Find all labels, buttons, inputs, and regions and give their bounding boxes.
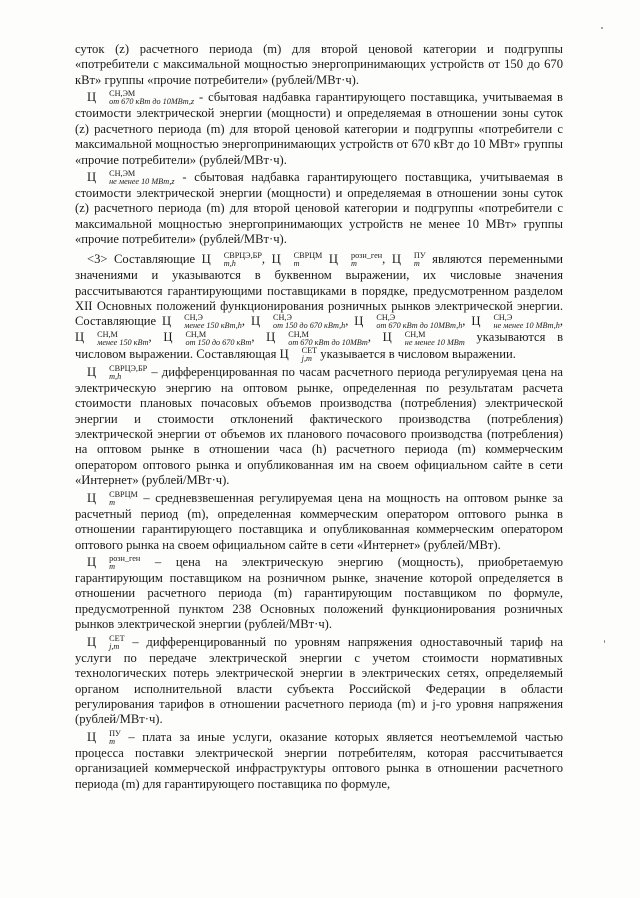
paragraph-3: [75, 170, 563, 248]
formula-base: Ц: [163, 330, 173, 345]
formula-symbol: [87, 89, 195, 107]
formula-superscript: СЕТ: [109, 633, 125, 643]
formula-indices: [212, 252, 262, 268]
formula-base: Ц: [87, 554, 97, 569]
formula-subscript: m: [109, 736, 116, 746]
formula-indices: [172, 314, 242, 330]
formula-base: Ц: [201, 252, 211, 266]
formula-indices: [85, 331, 148, 347]
formula-superscript: СН,М: [97, 329, 118, 339]
formula-superscript: СН,Э: [493, 313, 513, 323]
formula-indices: [282, 252, 323, 268]
paragraph-group-bottom: [75, 252, 563, 792]
formula-base: Ц: [87, 90, 97, 105]
formula-subscript: m: [109, 562, 116, 572]
paragraph-8: [75, 635, 563, 728]
formula-indices: [481, 314, 559, 330]
formula-indices: [339, 252, 382, 268]
formula-subscript: менее 150 кВт: [97, 337, 149, 347]
formula-superscript: ПУ: [413, 251, 426, 261]
formula-subscript: m,h: [109, 371, 122, 381]
formula-indices: [97, 730, 121, 746]
formula-subscript: от 150 до 670 кВт,h: [273, 321, 346, 331]
text-run: ,: [462, 314, 472, 329]
text-run: – цена на электрическую энергию (мощность), приобретаемую гарантирующим поставщиком на розничном рынке, значение которой определяется в отношении расчетного периода (m) гарантирующим поставщиком по формуле, предусмотренной пунктом 238 Основных положений функционирования розничных рынков электрической энергии (рублей/МВт·ч).: [75, 554, 563, 632]
formula-indices: [393, 331, 465, 347]
formula-subscript: менее 150 кВт,h: [184, 321, 242, 331]
text-run: – дифференцированный по уровням напряжения одноставочный тариф на услуги по передаче электрической энергии с учетом стоимости нормативных технологических потерь электрической энергии в электрических сетях, определяемый органом исполнительной власти субъекта Российской Федерации в области регулирования тарифов в отношении расчетного периода (m) и j-го уровня напряжения (рублей/МВт·ч).: [75, 634, 563, 727]
formula-superscript: розн_ген: [109, 554, 141, 564]
paragraph-5: [75, 365, 563, 489]
formula-subscript: m,h: [223, 259, 236, 269]
formula-superscript: СН,Э: [184, 313, 203, 323]
formula-symbol: [87, 169, 175, 187]
paragraph-1: [75, 42, 563, 88]
text-run: <3> Составляющие: [87, 252, 202, 266]
text-run: ,: [261, 252, 272, 266]
formula-superscript: ПУ: [109, 728, 121, 738]
formula-subscript: m: [350, 259, 357, 269]
formula-indices: [97, 555, 140, 571]
paragraph-9: [75, 730, 563, 792]
text-run: ,: [382, 252, 392, 266]
formula-superscript: СН,Э: [273, 313, 292, 323]
paragraph-4-note: [75, 252, 563, 363]
formula-symbol: [354, 313, 463, 331]
text-run: суток (z) расчетного периода (m) для второй ценовой категории и подгруппы «потребители с максимальной мощностью энергопринимающих устройств от 150 до 670 кВт» группы «прочие потребители» (рублей/МВт·ч).: [75, 42, 563, 87]
paragraph-6: [75, 491, 563, 553]
formula-indices: [97, 365, 147, 381]
text-run: - сбытовая надбавка гарантирующего поставщика, учитываемая в стоимости электрической энергии (мощности) и определяемая в отношении зоны суток (z) расчетного периода (m) для второй ценовой категории и подгруппы «потребители с максимальной мощностью энергопринимающих устройств от 670 кВт до 10 МВт» группы «прочие потребители» (рублей/МВт·ч).: [75, 90, 563, 167]
text-run: – плата за иные услуги, оказание которых является неотъемлемой частью процесса поставки электрической энергии потребителям, которая рассчитывается организацией коммерческой инфраструктуры оптового рынка в отношении расчетного периода (m) для гарантирующего поставщика по формуле,: [75, 729, 563, 791]
formula-indices: [276, 331, 368, 347]
formula-symbol: [87, 554, 141, 572]
paragraph-group-top: [75, 42, 563, 248]
formula-superscript: СЕТ: [301, 345, 318, 355]
formula-base: Ц: [328, 252, 338, 266]
formula-symbol: [201, 251, 262, 269]
formula-indices: [97, 170, 175, 186]
formula-base: Ц: [271, 252, 281, 266]
text-run: ,: [559, 314, 563, 329]
formula-base: Ц: [250, 314, 261, 329]
formula-symbol: [328, 251, 383, 269]
formula-base: Ц: [87, 364, 97, 379]
formula-subscript: от 150 до 670 кВт: [185, 337, 252, 347]
text-run: ,: [345, 314, 355, 329]
formula-indices: [261, 314, 345, 330]
formula-indices: [290, 347, 317, 363]
formula-superscript: СВРЦМ: [293, 251, 323, 261]
text-run: ,: [251, 330, 267, 345]
paragraph-7: [75, 555, 563, 633]
formula-base: Ц: [382, 330, 392, 345]
formula-symbol: [87, 365, 147, 379]
formula-superscript: СН,ЭМ: [109, 169, 136, 179]
text-run: – дифференцированная по часам расчетного периода регулируемая цена на электрическую энергию на оптовом рынке, определенная по результатам расчета стоимости плановых почасовых объемов производства (потребления) электрической энергии и стоимости отклонений фактического производства (потребления) электрической энергии от объемов их планового почасового производства (потребления) на оптовом рынке в отношении часа (h) расчетного периода (m) коммерческим оператором оптового рынка и опубликованная им на своем официальном сайте в сети «Интернет» (рублей/МВт·ч).: [75, 364, 563, 488]
formula-superscript: розн_ген: [350, 251, 383, 261]
formula-subscript: от 670 кВт до 10МВт,h: [376, 321, 463, 331]
text-run: ,: [148, 330, 164, 345]
formula-symbol: [266, 329, 368, 347]
formula-base: Ц: [87, 729, 97, 744]
formula-symbol: [87, 491, 138, 505]
formula-indices: [97, 491, 138, 507]
formula-base: Ц: [87, 634, 97, 649]
text-run: – средневзвешенная регулируемая цена на мощность на оптовом рынке за расчетный период (m), определенная коммерческим оператором оптового рынка в отношении гарантирующего поставщика и опубликованная коммерческим оператором оптового рынка на своем официальном сайте в сети «Интернет» (рублей/МВт).: [75, 490, 563, 552]
formula-subscript: m: [413, 259, 420, 269]
formula-symbol: [162, 313, 242, 331]
formula-indices: [402, 252, 426, 268]
formula-subscript: не менее 10 МВт,h: [493, 321, 560, 331]
formula-subscript: j,m: [109, 641, 120, 651]
formula-superscript: СН,ЭМ: [109, 89, 136, 99]
formula-superscript: СВРЦМ: [109, 489, 138, 499]
formula-subscript: от 670 кВт до 10МВт: [288, 337, 368, 347]
formula-indices: [364, 314, 462, 330]
formula-symbol: [391, 251, 426, 269]
formula-base: Ц: [391, 252, 401, 266]
formula-symbol: [382, 329, 465, 347]
formula-subscript: m: [109, 497, 116, 507]
formula-indices: [97, 90, 194, 106]
formula-base: Ц: [266, 330, 276, 345]
formula-base: Ц: [75, 330, 85, 345]
formula-subscript: j,m: [301, 353, 312, 363]
formula-symbol: [75, 329, 149, 347]
formula-base: Ц: [87, 490, 97, 505]
formula-superscript: СН,М: [404, 329, 426, 339]
formula-subscript: не менее 10 МВт,z: [109, 177, 175, 187]
formula-symbol: [87, 635, 125, 649]
formula-superscript: СН,М: [185, 329, 207, 339]
formula-base: Ц: [162, 314, 172, 329]
formula-superscript: СВРЦЭ,БР: [223, 251, 262, 261]
formula-symbol: [471, 313, 560, 331]
scan-speck: [604, 640, 605, 643]
text-run: - сбытовая надбавка гарантирующего поставщика, учитываемая в стоимости электрической энергии (мощности) и определяемая в отношении зоны суток (z) расчетного периода (m) для второй ценовой категории и подгруппы «потребители с максимальной мощностью энергопринимающих устройств не менее 10 МВт» группы «прочие потребители» (рублей/МВт·ч).: [75, 169, 563, 247]
formula-superscript: СН,Э: [376, 313, 396, 323]
text-run: ,: [241, 314, 251, 329]
text-run: являются переменными значениями и указываются в буквенном выражении, их числовые значения рассчитываются гарантирующими поставщиками в порядке, предусмотренном разделом XII Основных положений функционирования розничных рынков электрической энергии. Составляющие: [75, 252, 564, 329]
scan-speck: [601, 27, 603, 29]
formula-indices: [173, 331, 251, 347]
formula-subscript: не менее 10 МВт: [404, 337, 465, 347]
formula-symbol: [271, 251, 323, 269]
paragraph-2: [75, 90, 563, 168]
formula-indices: [97, 635, 124, 651]
formula-symbol: [250, 313, 346, 331]
formula-base: Ц: [87, 169, 97, 184]
formula-subscript: от 670 кВт до 10МВт,z: [109, 97, 195, 107]
formula-base: Ц: [471, 314, 481, 329]
formula-symbol: [87, 730, 121, 744]
text-run: указывается в числовом выражении.: [317, 346, 516, 361]
formula-subscript: m: [293, 259, 300, 269]
formula-base: Ц: [354, 314, 364, 329]
formula-symbol: [280, 347, 318, 361]
formula-base: Ц: [279, 346, 289, 361]
text-run: указываются в числовом выражении. Составляющая: [75, 330, 564, 361]
formula-superscript: СН,М: [288, 329, 309, 339]
formula-symbol: [163, 329, 252, 347]
text-run: ,: [367, 330, 383, 345]
formula-superscript: СВРЦЭ,БР: [109, 363, 148, 373]
